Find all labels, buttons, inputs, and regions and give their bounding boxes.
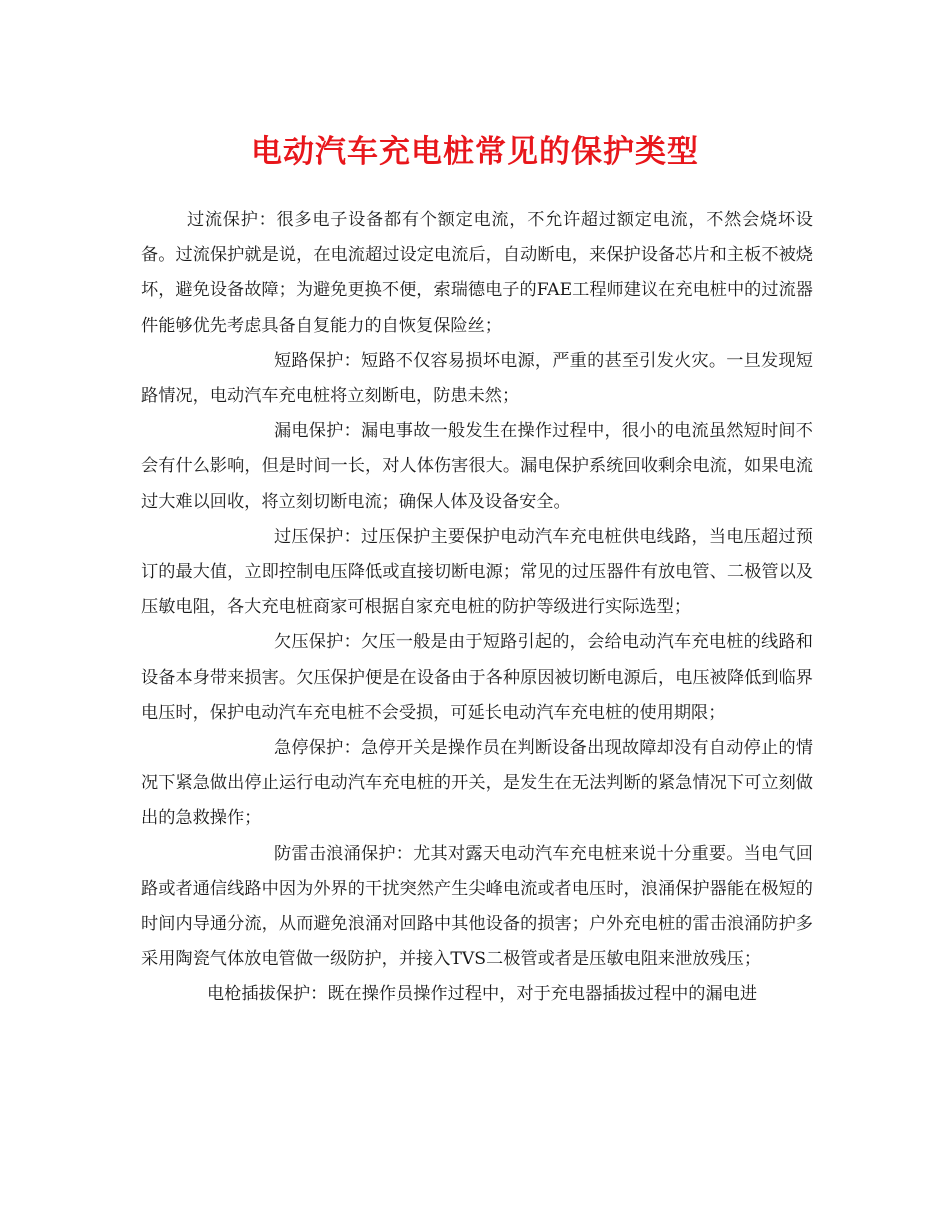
- paragraph-emergency-stop-protection: 急停保护：急停开关是操作员在判断设备出现故障却没有自动停止的情况下紧急做出停止运行电动汽车充电桩的开关，是发生在无法判断的紧急情况下可立刻做出的急救操作；: [141, 738, 813, 829]
- paragraph-undervoltage-protection: 欠压保护：欠压一般是由于短路引起的，会给电动汽车充电桩的线路和设备本身带来损害。欠压保护便是在设备由于各种原因被切断电源后，电压被降低到临界电压时，保护电动汽车充电桩不会受损，可延长电动汽车充电桩的使用期限；: [141, 632, 813, 723]
- paragraph-short-circuit-protection: 短路保护：短路不仅容易损坏电源，严重的甚至引发火灾。一旦发现短路情况，电动汽车充电桩将立刻断电，防患未然；: [141, 350, 813, 407]
- paragraph-lightning-surge-protection: 防雷击浪涌保护：尤其对露天电动汽车充电桩来说十分重要。当电气回路或者通信线路中因为外界的干扰突然产生尖峰电流或者电压时，浪涌保护器能在极短的时间内导通分流，从而避免浪涌对回路中其他设备的损害；户外充电桩的雷击浪涌防护多采用陶瓷气体放电管做一级防护，并接入TVS二极管或者是压敏电阻来泄放残压；: [141, 843, 813, 970]
- document-title: 电动汽车充电桩常见的保护类型: [251, 134, 699, 170]
- paragraph-overcurrent-protection: 过流保护：很多电子设备都有个额定电流，不允许超过额定电流，不然会烧坏设备。过流保护就是说，在电流超过设定电流后，自动断电，来保护设备芯片和主板不被烧坏，避免设备故障；为避免更换不便，索瑞德电子的FAE工程师建议在充电桩中的过流器件能够优先考虑具备自复能力的自恢复保险丝；: [141, 210, 813, 336]
- paragraph-gun-plug-protection: 电枪插拔保护：既在操作员操作过程中，对于充电器插拔过程中的漏电进: [207, 984, 758, 1005]
- paragraph-overvoltage-protection: 过压保护：过压保护主要保护电动汽车充电桩供电线路，当电压超过预订的最大值，立即控制电压降低或直接切断电源；常见的过压器件有放电管、二极管以及压敏电阻，各大充电桩商家可根据自家充电桩的防护等级进行实际选型；: [141, 526, 813, 618]
- paragraph-leakage-protection: 漏电保护：漏电事故一般发生在操作过程中，很小的电流虽然短时间不会有什么影响，但是时间一长，对人体伤害很大。漏电保护系统回收剩余电流，如果电流过大难以回收，将立刻切断电流；确保人体及设备安全。: [141, 421, 813, 512]
- document-body: [141, 203, 813, 1013]
